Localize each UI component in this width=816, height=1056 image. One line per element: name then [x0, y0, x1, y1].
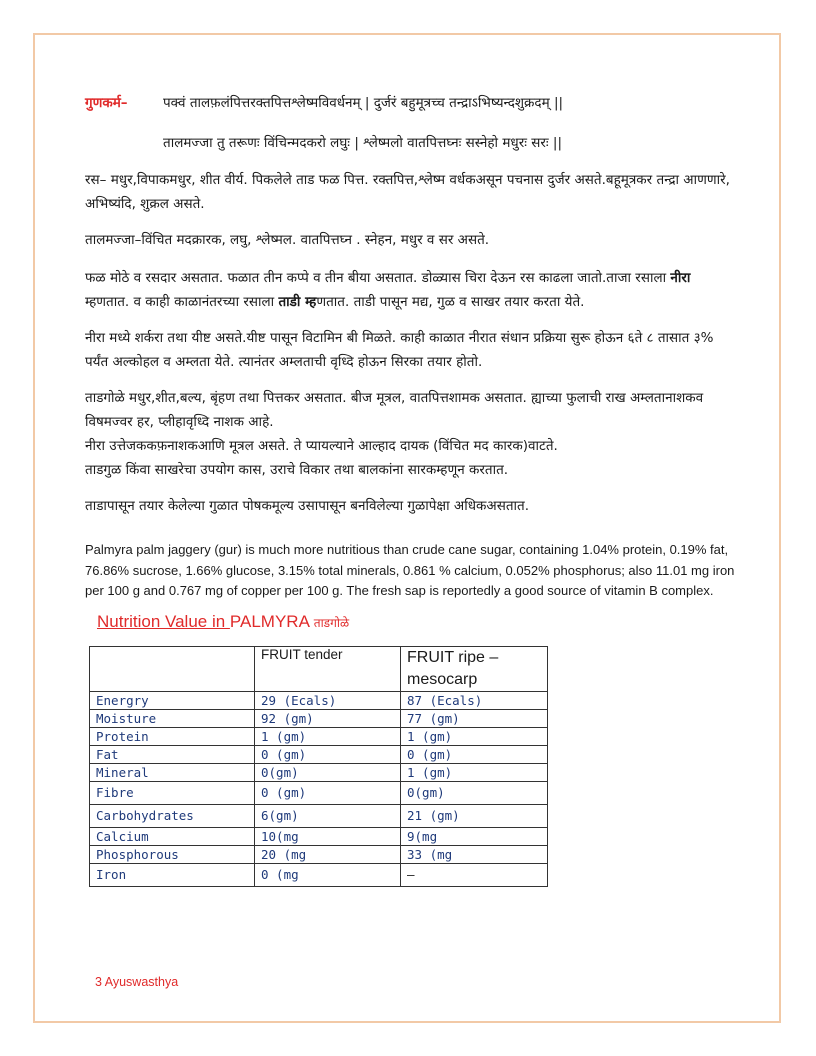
table-header-cell: FRUIT ripe – mesocarp: [401, 646, 548, 691]
gunakarma-shloka-1: [85, 92, 735, 114]
table-row: [90, 763, 548, 781]
ripe-value: 87 (Ecals): [401, 691, 548, 709]
nutrient-name: Energry: [90, 691, 255, 709]
table-header-row: [90, 646, 548, 691]
table-header-cell: [90, 646, 255, 691]
tender-value: 0 (gm): [255, 781, 401, 804]
table-row: [90, 745, 548, 763]
table-row: [90, 709, 548, 727]
tadgola-block: [85, 386, 735, 482]
tender-value: 29 (Ecals): [255, 691, 401, 709]
tender-value: 6(gm): [255, 804, 401, 827]
tadapasun-paragraph: ताडापासून तयार केलेल्या गुळात पोषकमूल्य उसापासून बनविलेल्या गुळापेक्षा अधिकअसतात.: [85, 498, 529, 514]
nutrient-name: Fat: [90, 745, 255, 763]
fruit-text-2: म्हणतात. व काही काळानंतरच्या रसाला: [85, 294, 279, 310]
ripe-value: 77 (gm): [401, 709, 548, 727]
tender-value: 20 (mg: [255, 845, 401, 863]
tender-value: 0 (mg: [255, 863, 401, 886]
fruit-text-3: णतात. ताडी पासून मद्य, गुळ व साखर तयार करता येते.: [316, 294, 585, 310]
ripe-value: 21 (gm): [401, 804, 548, 827]
english-paragraph: Palmyra palm jaggery (gur) is much more nutritious than crude cane sugar, containing 1.04% protein, 0.19% fat, 76.86% sucrose, 1.66% glucose, 3.15% total minerals, 0.861 % calcium, 0.052% phosphorus; also 11.01 mg iron per 100 g and 0.767 mg of copper per 100 g. The fresh sap is reportedly a good source of vitamin B complex.: [85, 542, 735, 598]
table-row: [90, 845, 548, 863]
ripe-value: 1 (gm): [401, 763, 548, 781]
nutrient-name: Phosphorous: [90, 845, 255, 863]
nutrient-name: Protein: [90, 727, 255, 745]
shloka-1-text: पक्वं तालफ़लंपित्तरक्तपित्तश्लेष्मविवर्धनम् | दुर्जरं बहुमूत्रच्च तन्द्राऽभिष्यन्दशुक्रदम् ||: [163, 95, 564, 111]
tadgola-line-1: ताडगोळे मधुर,शीत,बल्य, बृंहण तथा पित्तकर असतात. बीज मूत्रल, वातपित्तशामक असतात. ह्याच्या फुलाची राख अम्लतानाशकव विषमज्वर हर, प्लीहावृध्दि नाशक आहे.: [85, 390, 704, 430]
tender-value: 10(mg: [255, 827, 401, 845]
tender-value: 0 (gm): [255, 745, 401, 763]
talamajja-paragraph: तालमज्जा–विंचित मदक्रारक, लघु, श्लेष्मल. वातपित्तघ्न . स्नेहन, मधुर व सर असते.: [85, 232, 490, 248]
ripe-value: 1 (gm): [401, 727, 548, 745]
tadi-bold: ताडी म्ह: [278, 294, 317, 310]
fruit-paragraph: [85, 266, 735, 314]
nira-paragraph: नीरा मध्ये शर्करा तथा यीष्ट असते.यीष्ट पासून विटामिन बी मिळते. काही काळात नीरात संधान प्रक्रिया सुरू होऊन ६ते ८ तासात ३% पर्यंत अल्कोहल व अम्लता येते. त्यानंतर अम्लताची वृध्दि होऊन सिरका तयार होतो.: [85, 330, 714, 370]
tadgola-line-2: नीरा उत्तेजककफ़नाशकआणि मूत्रल असते. ते प्यायल्याने आल्हाद दायक (विंचित मद कारक)वाटते.: [85, 438, 558, 454]
nira-bold: नीरा: [670, 270, 691, 286]
tender-value: 1 (gm): [255, 727, 401, 745]
ripe-value: 0 (gm): [401, 745, 548, 763]
nutrient-name: Fibre: [90, 781, 255, 804]
table-row: [90, 804, 548, 827]
nutrition-title: [97, 612, 735, 632]
table-row: [90, 863, 548, 886]
tadgola-line-3: ताडगुळ किंवा साखरेचा उपयोग कास, उराचे विकार तथा बालकांना सारकम्हणून करतात.: [85, 462, 509, 478]
ripe-value: 33 (mg: [401, 845, 548, 863]
fruit-text-1: फळ मोठे व रसदार असतात. फळात तीन कप्पे व तीन बीया असतात. डोळ्यास चिरा देऊन रस काढला जातो.ताजा रसाला: [85, 270, 671, 286]
document-body: [85, 92, 735, 887]
table-row: [90, 727, 548, 745]
nutrition-title-marathi: ताडगोळे: [309, 615, 350, 630]
nutrient-name: Mineral: [90, 763, 255, 781]
ripe-value: –: [401, 863, 548, 886]
gunakarma-label: गुणकर्म–: [85, 95, 128, 111]
nutrition-title-rest: PALMYRA: [229, 611, 310, 631]
nutrition-title-underlined: Nutrition Value in: [97, 611, 230, 631]
table-row: [90, 827, 548, 845]
nutrient-name: Moisture: [90, 709, 255, 727]
table-header-cell: FRUIT tender: [255, 646, 401, 691]
rasa-paragraph: रस– मधुर,विपाकमधुर, शीत वीर्य. पिकलेले ताड फळ पित्त. रक्तपित्त,श्लेष्म वर्धकअसून पचनास दुर्जर असते.बहूमूत्रकर तन्द्रा आणणारे, अभिष्यंदि, शुक्रल असते.: [85, 172, 730, 212]
tender-value: 0(gm): [255, 763, 401, 781]
nutrient-name: Iron: [90, 863, 255, 886]
table-row: [90, 691, 548, 709]
gunakarma-shloka-2: तालमज्जा तु तरूणः विंचिन्मदकरो लघुः | श्लेष्मलो वातपित्तघ्नः सस्नेहो मधुरः सरः ||: [163, 135, 563, 151]
tender-value: 92 (gm): [255, 709, 401, 727]
ripe-value: 0(gm): [401, 781, 548, 804]
nutrient-name: Carbohydrates: [90, 804, 255, 827]
ripe-value: 9(mg: [401, 827, 548, 845]
nutrient-name: Calcium: [90, 827, 255, 845]
table-row: [90, 781, 548, 804]
page-footer: 3 Ayuswasthya: [95, 975, 179, 989]
nutrition-table: [89, 646, 548, 887]
